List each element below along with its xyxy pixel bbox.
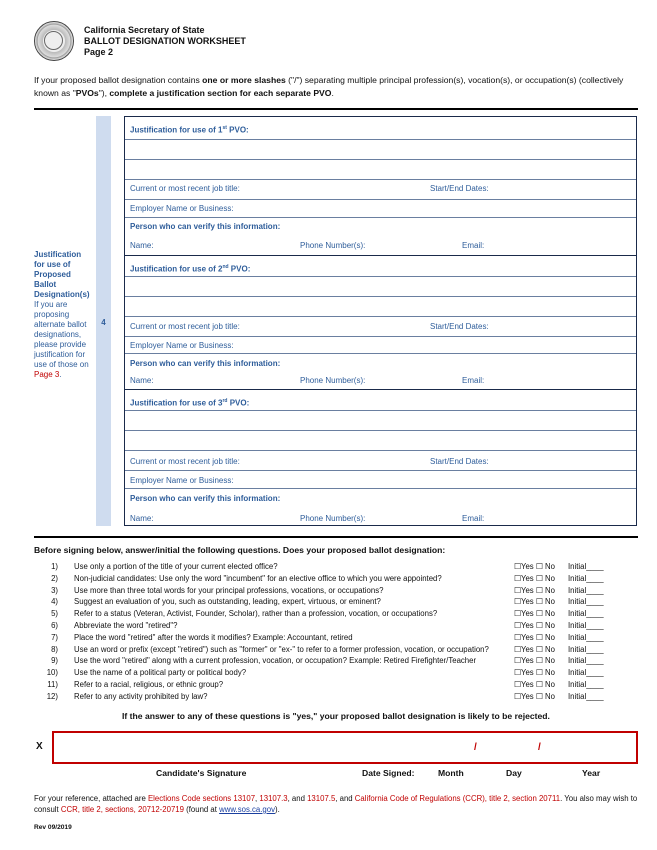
pvo-3-title: Justification for use of 3rd PVO: bbox=[130, 398, 250, 408]
question-row bbox=[34, 668, 638, 679]
pvo-block-3 bbox=[124, 389, 637, 526]
yes-no-checkboxes[interactable]: ☐Yes ☐ No bbox=[514, 691, 555, 701]
initial-field[interactable]: Initial____ bbox=[568, 562, 604, 571]
dates-label: Start/End Dates: bbox=[430, 457, 489, 466]
pvo-1-title: Justification for use of 1st PVO: bbox=[130, 125, 249, 135]
year-label: Year bbox=[582, 768, 601, 778]
question-number: 11) bbox=[47, 680, 58, 689]
yes-no-checkboxes[interactable]: ☐Yes ☐ No bbox=[514, 656, 555, 666]
question-text: Refer to a racial, religious, or ethnic group? bbox=[74, 680, 224, 689]
phone-label: Phone Number(s): bbox=[300, 376, 366, 385]
month-label: Month bbox=[438, 768, 464, 778]
employer-label: Employer Name or Business: bbox=[130, 204, 234, 213]
name-label: Name: bbox=[130, 514, 154, 523]
pvo-2-title: Justification for use of 2nd PVO: bbox=[130, 264, 251, 274]
initial-field[interactable]: Initial____ bbox=[568, 644, 604, 654]
date-slash: / bbox=[538, 742, 541, 753]
question-text: Abbreviate the word "retired"? bbox=[74, 621, 178, 630]
question-row bbox=[34, 597, 638, 608]
yes-no-checkboxes[interactable]: ☐Yes ☐ No bbox=[514, 562, 555, 571]
question-text: Use the word "retired" along with a current profession, vocation, or occupation? Example: Retired Firefighter/Teacher bbox=[74, 656, 477, 666]
ref-link[interactable]: 13107.3 bbox=[259, 794, 288, 803]
question-number: 1) bbox=[51, 562, 58, 571]
verify-label: Person who can verify this information: bbox=[130, 494, 281, 503]
reference-note: For your reference, attached are Elections Code sections 13107, 13107.3, and 13107.5, and California Code of Regulations (CCR), title 2, section 20711. You also may wish to consult CCR, title 2, sections, 20712-20719 (found at www.sos.ca.gov). bbox=[34, 794, 638, 814]
ref-link[interactable]: Elections Code sections 13107 bbox=[147, 794, 256, 803]
ref-link[interactable]: California Code of Regulations (CCR), title 2, section 20711 bbox=[354, 794, 561, 803]
question-number: 6) bbox=[51, 621, 58, 630]
initial-field[interactable]: Initial____ bbox=[568, 621, 604, 630]
question-text: Refer to a status (Veteran, Activist, Founder, Scholar), rather than a profession, vocation, or occupations? bbox=[74, 609, 438, 619]
question-text: Use more than three total words for your principal professions, vocations, or occupations? bbox=[74, 585, 384, 595]
question-row bbox=[34, 633, 638, 644]
signature-x-mark: X bbox=[36, 741, 43, 752]
email-label: Email: bbox=[462, 241, 485, 250]
date-slash: / bbox=[474, 742, 477, 753]
dates-label: Start/End Dates: bbox=[430, 322, 489, 331]
job-title-label: Current or most recent job title: bbox=[130, 457, 240, 466]
initial-field[interactable]: Initial____ bbox=[568, 597, 604, 607]
initial-field[interactable]: Initial____ bbox=[568, 691, 604, 701]
initial-field[interactable]: Initial____ bbox=[568, 656, 604, 666]
initial-field[interactable]: Initial____ bbox=[568, 680, 604, 689]
revision-date: Rev 09/2019 bbox=[34, 824, 72, 831]
question-text: Suggest an evaluation of you, such as outstanding, leading, expert, virtuous, or eminent? bbox=[74, 597, 381, 607]
sos-website-link[interactable]: www.sos.ca.gov bbox=[219, 805, 275, 814]
question-text: Refer to any activity prohibited by law? bbox=[74, 691, 208, 701]
question-number: 4) bbox=[51, 597, 58, 607]
question-row bbox=[34, 656, 638, 667]
initial-field[interactable]: Initial____ bbox=[568, 609, 604, 619]
date-signed-label: Date Signed: bbox=[362, 768, 415, 778]
page-number: Page 2 bbox=[84, 47, 114, 57]
job-title-label: Current or most recent job title: bbox=[130, 322, 240, 331]
question-number: 9) bbox=[51, 656, 58, 666]
question-number: 8) bbox=[51, 644, 58, 654]
verify-label: Person who can verify this information: bbox=[130, 222, 281, 231]
initial-field[interactable]: Initial____ bbox=[568, 573, 604, 583]
question-text: Place the word "retired" after the words it modifies? Example: Accountant, retired bbox=[74, 632, 353, 642]
yes-no-checkboxes[interactable]: ☐Yes ☐ No bbox=[514, 632, 555, 642]
intro-paragraph: If your proposed ballot designation contains one or more slashes ("/") separating multiple principal profession(s), vocation(s), or occupation(s) (collectively known as "PVOs"), complete a justification section for each separate PVO. bbox=[34, 75, 624, 98]
initial-field[interactable]: Initial____ bbox=[568, 585, 604, 595]
phone-label: Phone Number(s): bbox=[300, 241, 366, 250]
divider bbox=[34, 536, 638, 538]
question-row bbox=[34, 645, 638, 656]
question-number: 2) bbox=[51, 573, 58, 583]
initial-field[interactable]: Initial____ bbox=[568, 668, 604, 678]
pvo-block-1 bbox=[124, 116, 637, 256]
question-number: 10) bbox=[46, 668, 58, 678]
yes-no-checkboxes[interactable]: ☐Yes ☐ No bbox=[514, 585, 555, 595]
yes-no-checkboxes[interactable]: ☐Yes ☐ No bbox=[514, 644, 555, 654]
ref-link[interactable]: 13107.5 bbox=[307, 794, 336, 803]
yes-no-checkboxes[interactable]: ☐Yes ☐ No bbox=[514, 609, 555, 619]
page-3-ref: Page 3 bbox=[34, 370, 60, 379]
form-title: BALLOT DESIGNATION WORKSHEET bbox=[84, 36, 246, 46]
question-text: Use an word or prefix (except "retired") such as "former" or "ex-" to refer to a former profession, vocation, or occupation? bbox=[74, 644, 489, 654]
question-row bbox=[34, 586, 638, 597]
signature-field[interactable] bbox=[52, 731, 638, 764]
ref-link[interactable]: CCR, title 2, sections, 20712-20719 bbox=[60, 805, 184, 814]
question-row bbox=[34, 692, 638, 703]
question-number: 5) bbox=[51, 609, 58, 619]
yes-no-checkboxes[interactable]: ☐Yes ☐ No bbox=[514, 621, 555, 630]
section-number: 4 bbox=[101, 318, 106, 327]
rejection-note: If the answer to any of these questions is "yes," your proposed ballot designation is likely to be rejected. bbox=[122, 711, 550, 721]
question-row bbox=[34, 680, 638, 691]
question-text: Use only a portion of the title of your current elected office? bbox=[74, 562, 278, 571]
question-text: Non-judicial candidates: Use only the word "incumbent" for an elective office to which you were appointed? bbox=[74, 573, 442, 583]
employer-label: Employer Name or Business: bbox=[130, 341, 234, 350]
question-row bbox=[34, 621, 638, 632]
question-text: Use the name of a political party or political body? bbox=[74, 668, 247, 678]
job-title-label: Current or most recent job title: bbox=[130, 184, 240, 193]
candidate-signature-label: Candidate's Signature bbox=[156, 768, 247, 778]
question-row bbox=[34, 574, 638, 585]
email-label: Email: bbox=[462, 514, 485, 523]
question-number: 7) bbox=[51, 632, 58, 642]
verify-label: Person who can verify this information: bbox=[130, 359, 281, 368]
california-seal-icon bbox=[34, 21, 74, 61]
question-number: 3) bbox=[51, 585, 58, 595]
day-label: Day bbox=[506, 768, 522, 778]
pvo-block-2 bbox=[124, 255, 637, 390]
question-number: 12) bbox=[46, 691, 58, 701]
dates-label: Start/End Dates: bbox=[430, 184, 489, 193]
section-label: Justification for use of Proposed Ballot Designation(s) If you are proposing alternate ballot designations, please provide justification for use of those on Page 3. bbox=[34, 250, 90, 379]
name-label: Name: bbox=[130, 241, 154, 250]
questions-heading: Before signing below, answer/initial the following questions. Does your proposed ballot designation: bbox=[34, 545, 446, 555]
email-label: Email: bbox=[462, 376, 485, 385]
phone-label: Phone Number(s): bbox=[300, 514, 366, 523]
question-row bbox=[34, 609, 638, 620]
yes-no-checkboxes[interactable]: ☐Yes ☐ No bbox=[514, 597, 555, 607]
name-label: Name: bbox=[130, 376, 154, 385]
yes-no-checkboxes[interactable]: ☐Yes ☐ No bbox=[514, 573, 555, 583]
agency-name: California Secretary of State bbox=[84, 25, 205, 35]
yes-no-checkboxes[interactable]: ☐Yes ☐ No bbox=[514, 680, 555, 689]
employer-label: Employer Name or Business: bbox=[130, 476, 234, 485]
initial-field[interactable]: Initial____ bbox=[568, 632, 604, 642]
yes-no-checkboxes[interactable]: ☐Yes ☐ No bbox=[514, 668, 555, 678]
divider bbox=[34, 108, 638, 110]
question-row bbox=[34, 562, 638, 573]
